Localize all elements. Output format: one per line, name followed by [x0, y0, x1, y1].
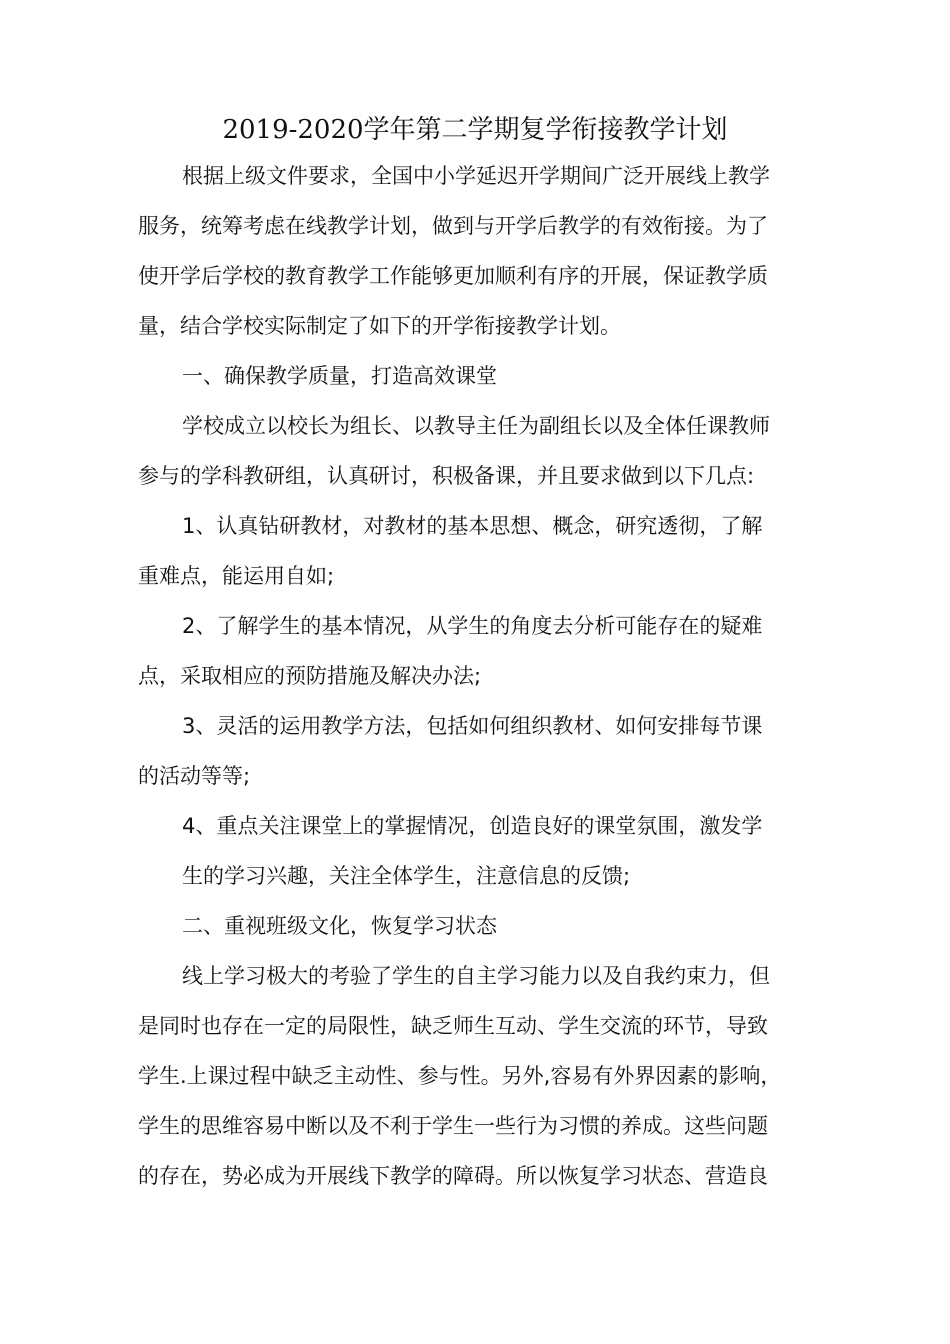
document-title: 2019-2020学年第二学期复学衔接教学计划	[222, 115, 728, 145]
paragraph-line: 服务，统筹考虑在线教学计划，做到与开学后教学的有效衔接。为了	[138, 214, 768, 238]
paragraph-line: 根据上级文件要求，全国中小学延迟开学期间广泛开展线上教学	[182, 164, 770, 188]
list-item-line: 重难点，能运用自如;	[138, 564, 335, 588]
list-item-line: 2、了解学生的基本情况，从学生的角度去分析可能存在的疑难	[182, 614, 763, 638]
paragraph-line: 学校成立以校长为组长、以教导主任为副组长以及全体任课教师	[182, 414, 770, 438]
list-item-line: 4、重点关注课堂上的掌握情况，创造良好的课堂氛围，激发学	[182, 814, 763, 838]
paragraph-line: 的存在，势必成为开展线下教学的障碍。所以恢复学习状态、营造良	[138, 1164, 768, 1188]
paragraph-line: 参与的学科教研组，认真研讨，积极备课，并且要求做到以下几点:	[138, 464, 755, 488]
paragraph-line: 使开学后学校的教育教学工作能够更加顺利有序的开展，保证教学质	[138, 264, 768, 288]
list-item-line: 1、认真钻研教材，对教材的基本思想、概念，研究透彻，了解	[182, 514, 763, 538]
list-item-line: 点，采取相应的预防措施及解决办法;	[138, 664, 482, 688]
section-heading: 二、重视班级文化，恢复学习状态	[182, 914, 497, 938]
list-item-line: 的活动等等;	[138, 764, 251, 788]
paragraph-line: 量，结合学校实际制定了如下的开学衔接教学计划。	[138, 314, 621, 338]
list-item-line: 生的学习兴趣，关注全体学生，注意信息的反馈;	[182, 864, 631, 888]
paragraph-line: 学生的思维容易中断以及不利于学生一些行为习惯的养成。这些问题	[138, 1114, 768, 1138]
section-heading: 一、确保教学质量，打造高效课堂	[182, 364, 497, 388]
paragraph-line: 线上学习极大的考验了学生的自主学习能力以及自我约束力，但	[182, 964, 770, 988]
list-item-line: 3、灵活的运用教学方法，包括如何组织教材、如何安排每节课	[182, 714, 763, 738]
paragraph-line: 是同时也存在一定的局限性，缺乏师生互动、学生交流的环节，导致	[138, 1014, 768, 1038]
paragraph-line: 学生.上课过程中缺乏主动性、参与性。另外,容易有外界因素的影响，	[138, 1064, 782, 1088]
